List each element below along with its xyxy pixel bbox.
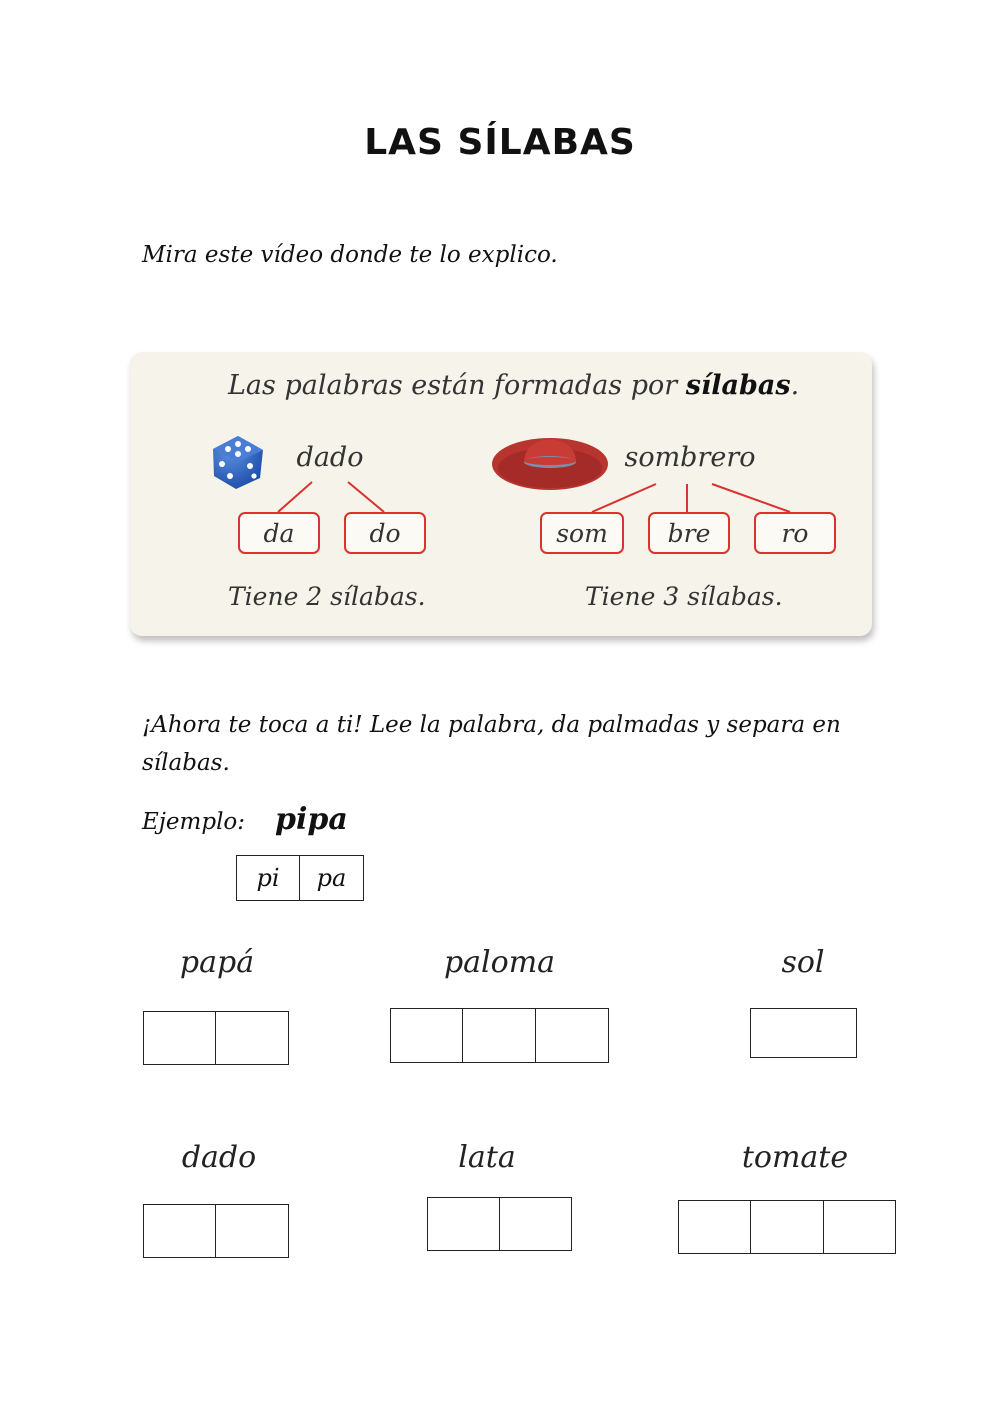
example-word: pipa [275, 802, 348, 837]
exercise-word-tomate: tomate [741, 1140, 849, 1175]
exercise-word-dado: dado [181, 1140, 257, 1175]
syllable-box: do [344, 512, 426, 554]
syllable-answer-box[interactable] [144, 1012, 216, 1064]
answer-boxes-dado [143, 1204, 289, 1258]
syllable-answer-box[interactable] [428, 1198, 500, 1250]
syllable-answer-box[interactable] [144, 1205, 216, 1257]
panel-heading-bold: sílabas [685, 370, 791, 401]
answer-boxes-tomate [678, 1200, 896, 1254]
panel-heading-text: Las palabras están formadas por [228, 370, 686, 401]
syllable-answer-box[interactable] [751, 1201, 823, 1253]
syllable-answer-box[interactable] [824, 1201, 895, 1253]
syllable-answer-box[interactable] [500, 1198, 571, 1250]
page-title: LAS SÍLABAS [364, 122, 636, 163]
exercise-word-papa: papá [179, 945, 255, 980]
syllable-answer-box[interactable] [216, 1012, 288, 1064]
syllable-answer-box[interactable] [391, 1009, 463, 1062]
answer-boxes-papa [143, 1011, 289, 1065]
exercise-word-sol: sol [781, 945, 825, 980]
syllable-box: som [540, 512, 624, 554]
syllable-answer-box[interactable] [216, 1205, 288, 1257]
answer-boxes-sol [750, 1008, 857, 1058]
answer-boxes-paloma [390, 1008, 609, 1063]
example2-word: sombrero [624, 442, 756, 473]
syllable-answer-box[interactable] [463, 1009, 535, 1062]
example-syllable-cell: pa [316, 864, 347, 892]
example-syllable-boxes [236, 855, 364, 901]
example-label: Ejemplo: [142, 809, 246, 835]
example1-word: dado [296, 442, 364, 473]
video-instruction: Mira este vídeo donde te lo explico. [142, 242, 558, 268]
exercise-word-paloma: paloma [443, 945, 556, 980]
panel-heading-suffix: . [790, 370, 800, 401]
exercise-instruction-line1: ¡Ahora te toca a ti! Lee la palabra, da palmadas y separa en [142, 712, 841, 738]
syllable-explanation-panel [130, 352, 872, 636]
syllable-answer-box[interactable] [751, 1009, 856, 1057]
syllable-box: bre [648, 512, 730, 554]
answer-boxes-lata [427, 1197, 572, 1251]
example2-caption: Tiene 3 sílabas. [585, 582, 783, 611]
exercise-instruction-line2: sílabas. [142, 750, 230, 776]
syllable-answer-box[interactable] [679, 1201, 751, 1253]
syllable-box: ro [754, 512, 836, 554]
syllable-answer-box[interactable] [536, 1009, 608, 1062]
exercise-word-lata: lata [458, 1140, 516, 1175]
syllable-box: da [238, 512, 320, 554]
example-syllable-cell: pi [237, 856, 300, 900]
example1-caption: Tiene 2 sílabas. [228, 582, 426, 611]
